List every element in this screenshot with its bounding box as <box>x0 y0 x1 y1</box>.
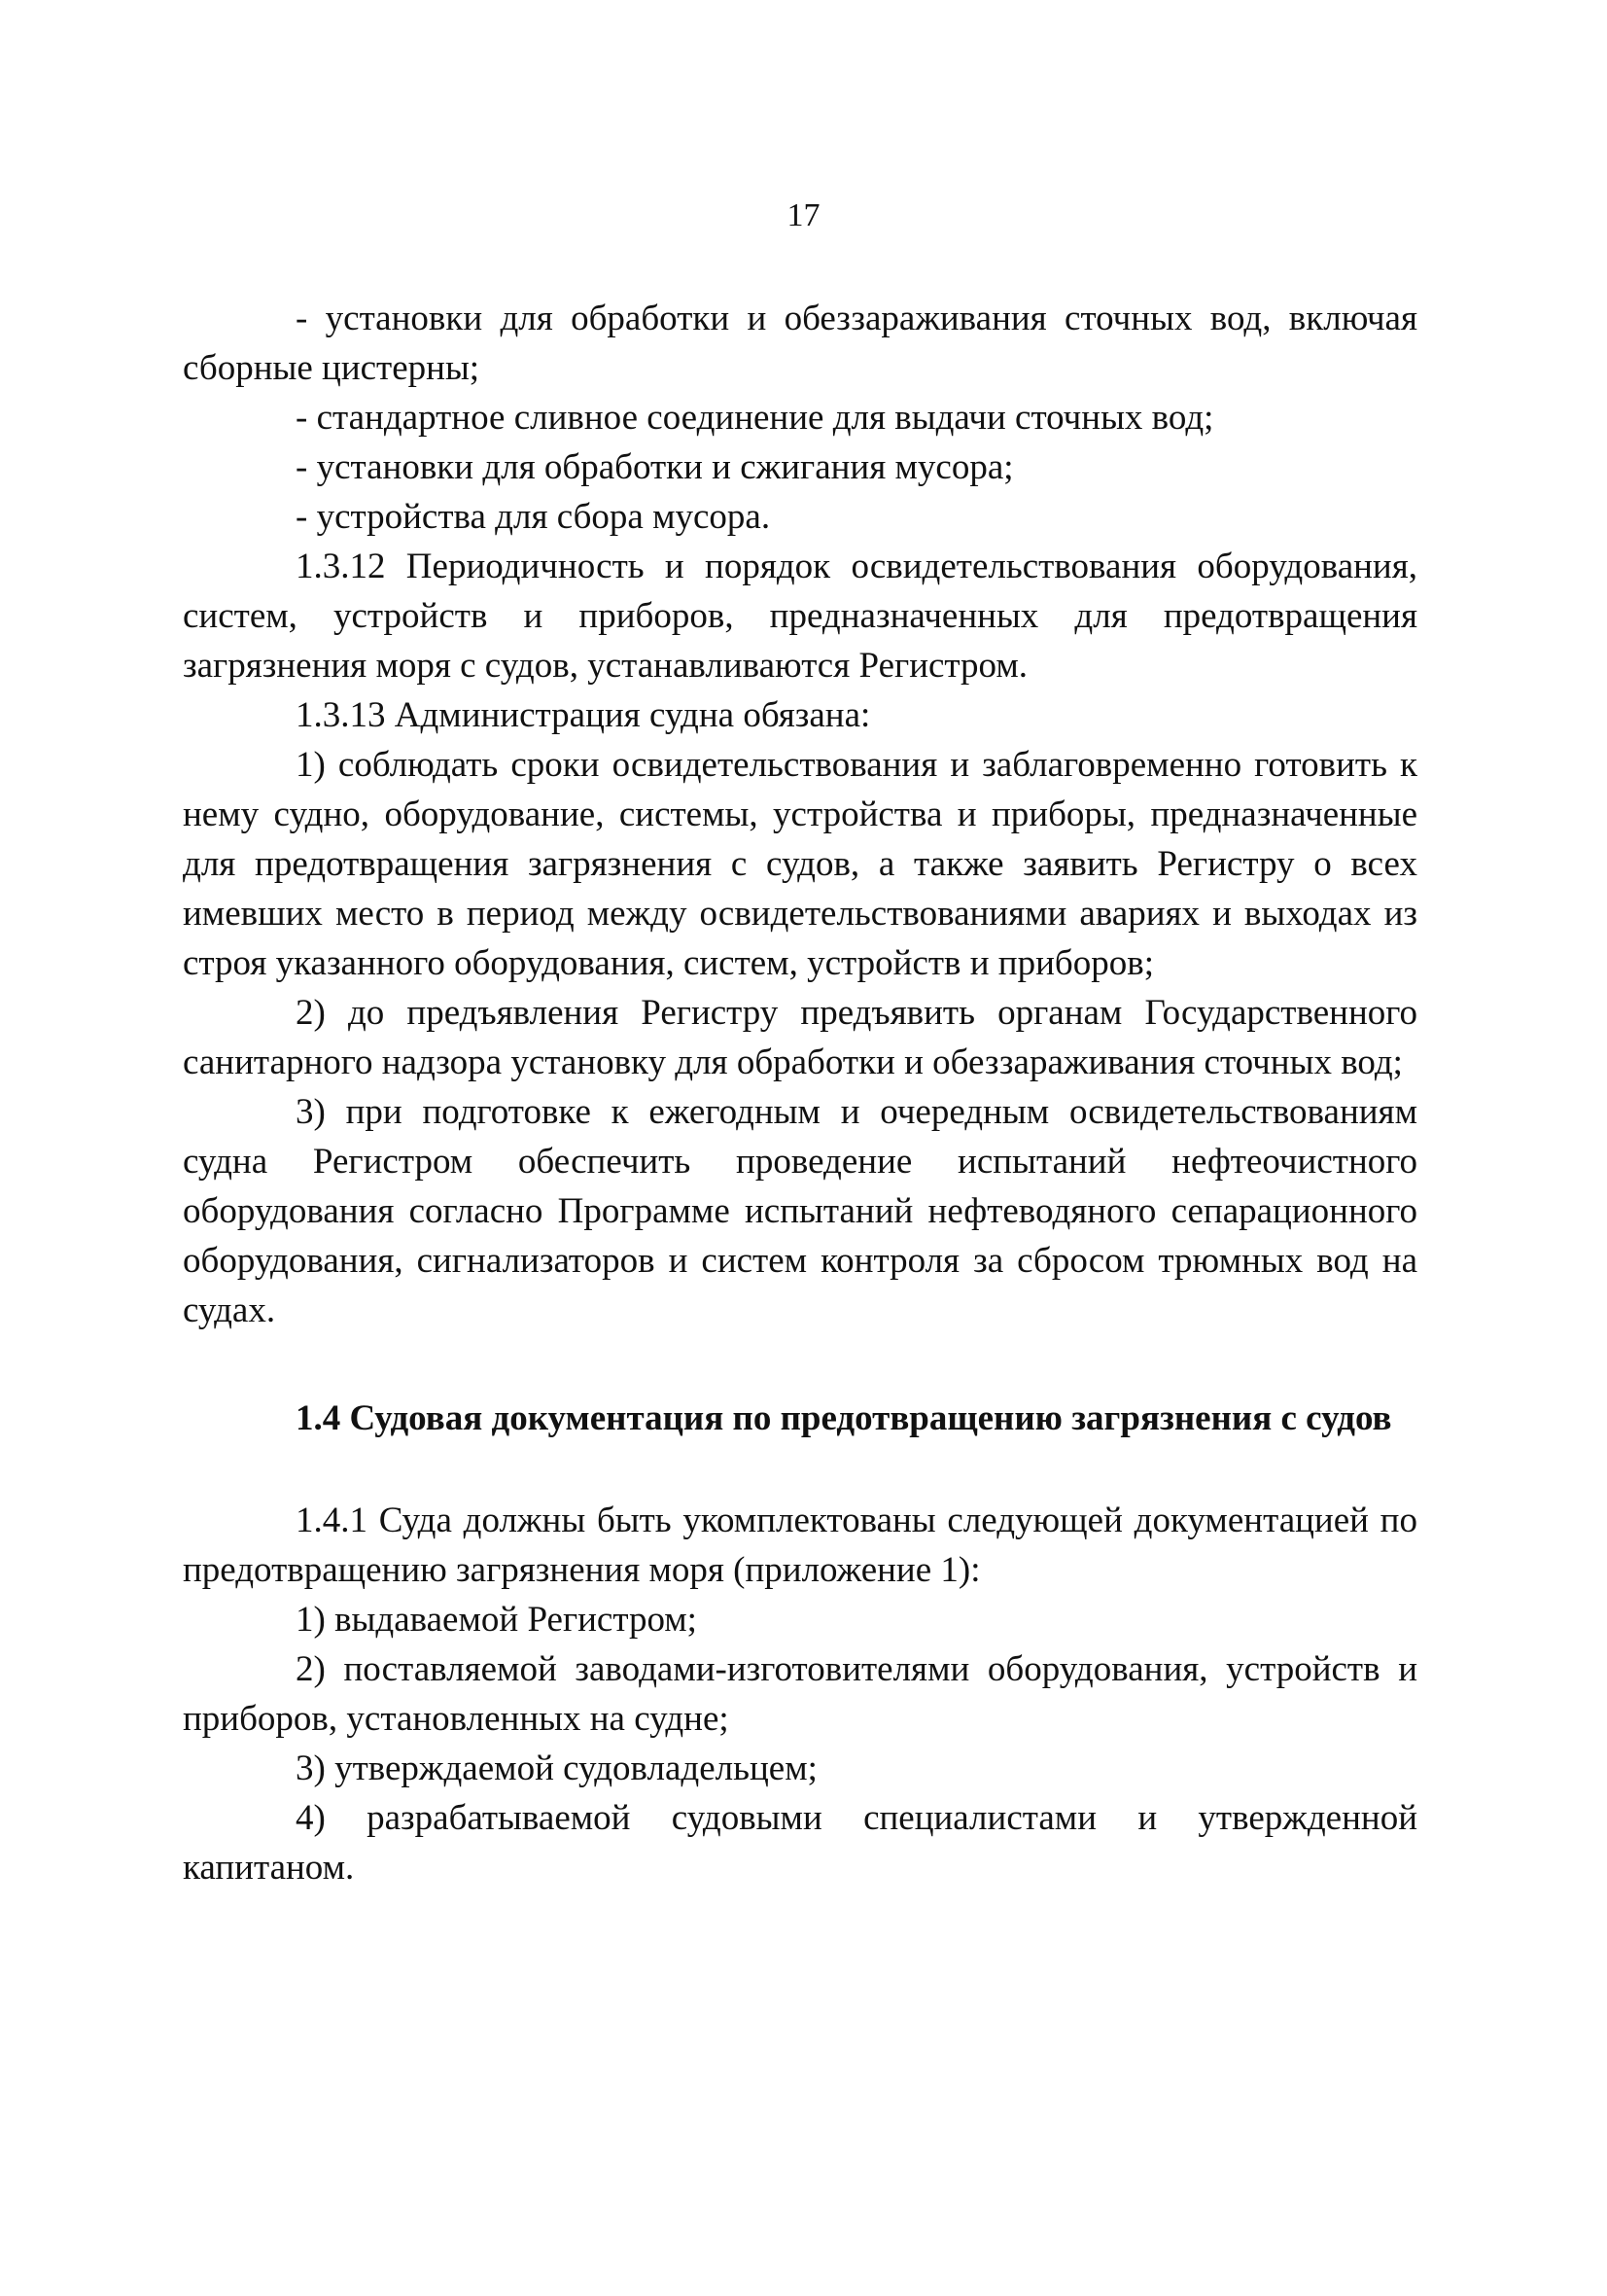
section-heading-1-4: 1.4 Судовая документация по предотвращению загрязнения с судов <box>296 1398 1392 1438</box>
list-item-sewage-treatment: - установки для обработки и обеззараживания сточных вод, включая сборные цистерны; <box>183 299 1417 388</box>
list-item-discharge-connection: - стандартное сливное соединение для выдачи сточных вод; <box>296 398 1214 438</box>
list-item-garbage-incineration: - установки для обработки и сжигания мусора; <box>296 447 1014 487</box>
paragraph-1-3-13: 1.3.13 Администрация судна обязана: <box>296 695 871 735</box>
doc-source-item-4: 4) разрабатываемой судовыми специалистами и утвержденной капитаном. <box>183 1798 1417 1888</box>
doc-source-item-3: 3) утверждаемой судовладельцем; <box>296 1748 818 1788</box>
doc-source-item-1: 1) выдаваемой Регистром; <box>296 1600 697 1640</box>
duty-item-3: 3) при подготовке к ежегодным и очередным освидетельствованиям судна Регистром обеспечить проведение испытаний нефтеочистного оборудования согласно Программе испытаний нефтеводяного сепарационного оборудования, сигнализаторов и систем контроля за сбросом трюмных вод на судах. <box>183 1092 1417 1330</box>
duty-item-2: 2) до предъявления Регистру предъявить органам Государственного санитарного надзора установку для обработки и обеззараживания сточных вод; <box>183 993 1417 1082</box>
duty-item-1: 1) соблюдать сроки освидетельствования и заблаговременно готовить к нему судно, оборудование, системы, устройства и приборы, предназначенные для предотвращения загрязнения с судов, а также заявить Регистру о всех имевших место в период между освидетельствованиями авариях и выходах из строя указанного оборудования, систем, устройств и приборов; <box>183 745 1417 983</box>
paragraph-1-3-12: 1.3.12 Периодичность и порядок освидетельствования оборудования, систем, устройств и приборов, предназначенных для предотвращения загрязнения моря с судов, устанавливаются Регистром. <box>183 547 1417 686</box>
page-number: 17 <box>786 197 821 233</box>
paragraph-1-4-1: 1.4.1 Суда должны быть укомплектованы следующей документацией по предотвращению загрязнения моря (приложение 1): <box>183 1501 1417 1590</box>
document-body <box>183 294 1417 1892</box>
doc-source-item-2: 2) поставляемой заводами-изготовителями оборудования, устройств и приборов, установленных на судне; <box>183 1649 1417 1739</box>
list-item-garbage-collection: - устройства для сбора мусора. <box>296 497 771 537</box>
